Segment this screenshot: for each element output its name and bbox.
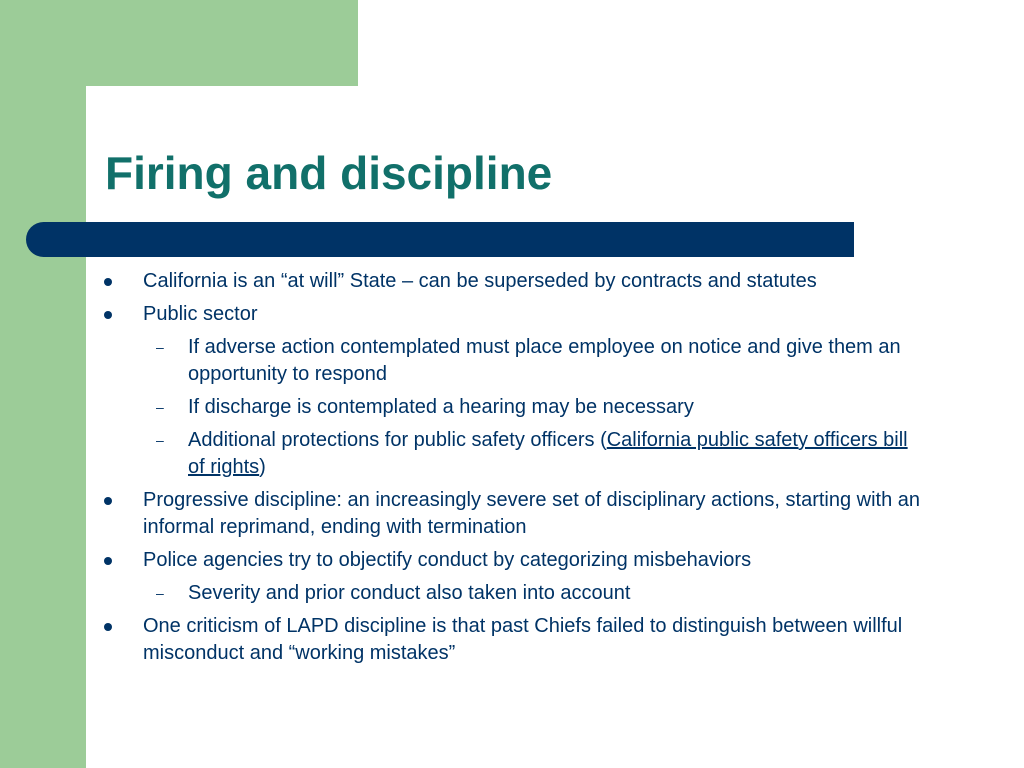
title-underline-bar bbox=[26, 222, 854, 257]
sub-bullet-item bbox=[0, 394, 1024, 421]
bill-of-rights-link[interactable]: California public safety officers bill of rights bbox=[188, 429, 908, 478]
dash-icon: – bbox=[156, 585, 164, 601]
bullet-item bbox=[0, 613, 1024, 667]
sub-bullet-text: If discharge is contemplated a hearing may be necessary bbox=[188, 396, 694, 418]
bullet-dot-icon bbox=[104, 497, 112, 505]
bullet-text: One criticism of LAPD discipline is that past Chiefs failed to distinguish between willful misconduct and “working mistakes” bbox=[143, 615, 903, 664]
sub-bullet-item bbox=[0, 580, 1024, 607]
bullet-list bbox=[0, 268, 1024, 673]
dash-icon: – bbox=[156, 432, 164, 448]
sub-bullet-text: If adverse action contemplated must place employee on notice and give them an opportunity to respond bbox=[188, 336, 901, 385]
bullet-item bbox=[0, 547, 1024, 574]
bullet-text: California is an “at will” State – can be superseded by contracts and statutes bbox=[143, 270, 817, 292]
sub-bullet-item bbox=[0, 334, 1024, 388]
dash-icon: – bbox=[156, 339, 164, 355]
bullet-dot-icon bbox=[104, 278, 112, 286]
bullet-dot-icon bbox=[104, 311, 112, 319]
sub-bullet-text-after: ) bbox=[259, 456, 266, 478]
bullet-item bbox=[0, 301, 1024, 328]
dash-icon: – bbox=[156, 399, 164, 415]
sub-bullet-item bbox=[0, 427, 1024, 481]
slide-title: Firing and discipline bbox=[105, 147, 553, 199]
bullet-item bbox=[0, 487, 1024, 541]
bullet-dot-icon bbox=[104, 623, 112, 631]
sub-bullet-text: Severity and prior conduct also taken into account bbox=[188, 582, 631, 604]
sub-bullet-text-before: Additional protections for public safety officers ( bbox=[188, 429, 607, 451]
bullet-item bbox=[0, 268, 1024, 295]
bullet-text: Public sector bbox=[143, 303, 258, 325]
bullet-text: Progressive discipline: an increasingly severe set of disciplinary actions, starting with an informal reprimand, ending with termination bbox=[143, 489, 921, 538]
bullet-text: Police agencies try to objectify conduct by categorizing misbehaviors bbox=[143, 549, 752, 571]
bullet-dot-icon bbox=[104, 557, 112, 565]
